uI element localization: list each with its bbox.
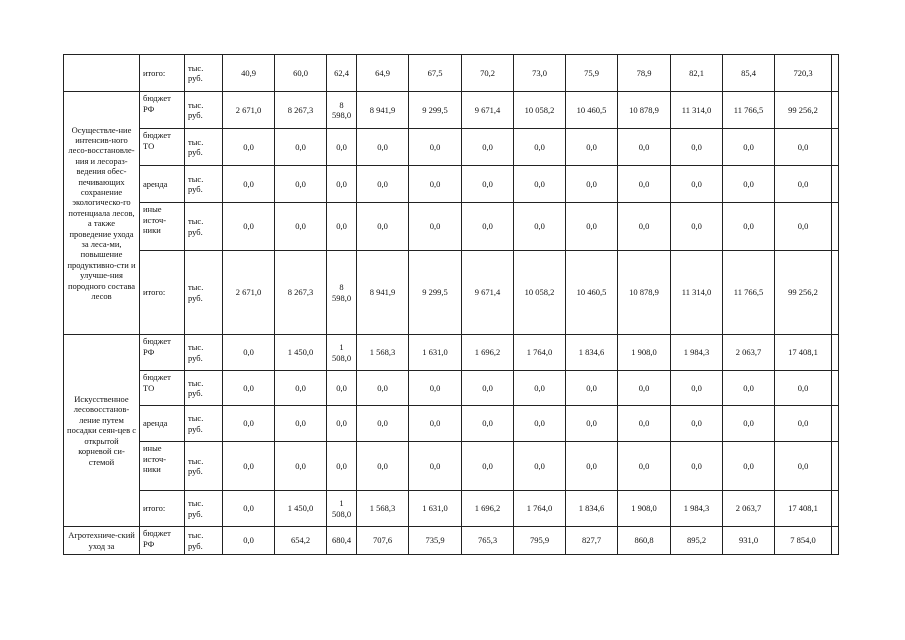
value-cell: 8 267,3 — [275, 92, 327, 129]
value-cell: 0,0 — [671, 129, 723, 166]
unit-cell: тыс. руб. — [185, 166, 223, 203]
value-cell: 0,0 — [514, 406, 566, 442]
value-cell: 67,5 — [409, 55, 462, 92]
value-cell: 11 314,0 — [671, 251, 723, 335]
value-cell: 11 314,0 — [671, 92, 723, 129]
value-cell: 0,0 — [618, 166, 671, 203]
value-cell: 9 299,5 — [409, 92, 462, 129]
value-cell: 0,0 — [223, 406, 275, 442]
unit-cell: тыс. руб. — [185, 251, 223, 335]
value-cell: 0,0 — [775, 406, 832, 442]
edge-cell — [832, 406, 839, 442]
unit-cell: тыс. руб. — [185, 55, 223, 92]
value-cell: 0,0 — [618, 371, 671, 406]
table-row — [64, 203, 839, 251]
value-cell: 0,0 — [275, 129, 327, 166]
unit-cell: тыс. руб. — [185, 335, 223, 371]
value-cell: 40,9 — [223, 55, 275, 92]
value-cell: 1 568,3 — [357, 491, 409, 527]
edge-cell — [832, 491, 839, 527]
value-cell: 10 460,5 — [566, 92, 618, 129]
value-cell: 0,0 — [357, 371, 409, 406]
value-cell: 1 696,2 — [462, 491, 514, 527]
value-cell: 9 671,4 — [462, 251, 514, 335]
value-cell: 85,4 — [723, 55, 775, 92]
value-cell: 827,7 — [566, 527, 618, 555]
value-cell: 0,0 — [409, 166, 462, 203]
value-cell: 0,0 — [462, 406, 514, 442]
value-cell: 735,9 — [409, 527, 462, 555]
value-cell: 0,0 — [223, 203, 275, 251]
edge-cell — [832, 92, 839, 129]
value-cell: 0,0 — [462, 129, 514, 166]
value-cell: 0,0 — [618, 129, 671, 166]
value-cell: 1 631,0 — [409, 335, 462, 371]
value-cell: 0,0 — [275, 442, 327, 491]
value-cell: 0,0 — [671, 406, 723, 442]
value-cell: 8 598,0 — [327, 251, 357, 335]
table-row — [64, 335, 839, 371]
value-cell: 0,0 — [723, 203, 775, 251]
value-cell: 0,0 — [618, 203, 671, 251]
value-cell: 10 460,5 — [566, 251, 618, 335]
value-cell: 0,0 — [775, 442, 832, 491]
value-cell: 0,0 — [223, 442, 275, 491]
source-cell: иные источ-ники — [140, 203, 185, 251]
value-cell: 0,0 — [775, 371, 832, 406]
value-cell: 0,0 — [327, 442, 357, 491]
value-cell: 0,0 — [357, 203, 409, 251]
value-cell: 99 256,2 — [775, 92, 832, 129]
value-cell: 0,0 — [775, 129, 832, 166]
table-row — [64, 166, 839, 203]
value-cell: 0,0 — [514, 129, 566, 166]
value-cell: 2 063,7 — [723, 491, 775, 527]
value-cell: 10 878,9 — [618, 251, 671, 335]
value-cell: 0,0 — [514, 203, 566, 251]
value-cell: 860,8 — [618, 527, 671, 555]
value-cell: 0,0 — [223, 371, 275, 406]
value-cell: 8 941,9 — [357, 251, 409, 335]
value-cell: 73,0 — [514, 55, 566, 92]
value-cell: 17 408,1 — [775, 335, 832, 371]
value-cell: 765,3 — [462, 527, 514, 555]
value-cell: 78,9 — [618, 55, 671, 92]
source-cell: аренда — [140, 166, 185, 203]
value-cell: 1 908,0 — [618, 491, 671, 527]
value-cell: 0,0 — [357, 129, 409, 166]
value-cell: 1 984,3 — [671, 335, 723, 371]
value-cell: 10 058,2 — [514, 251, 566, 335]
value-cell: 0,0 — [723, 371, 775, 406]
value-cell: 0,0 — [618, 442, 671, 491]
value-cell: 0,0 — [566, 442, 618, 491]
value-cell: 62,4 — [327, 55, 357, 92]
value-cell: 64,9 — [357, 55, 409, 92]
source-cell: иные источ-ники — [140, 442, 185, 491]
value-cell: 0,0 — [357, 406, 409, 442]
value-cell: 0,0 — [566, 371, 618, 406]
value-cell: 0,0 — [462, 442, 514, 491]
value-cell: 1 984,3 — [671, 491, 723, 527]
value-cell: 0,0 — [566, 166, 618, 203]
value-cell: 0,0 — [671, 203, 723, 251]
value-cell: 17 408,1 — [775, 491, 832, 527]
value-cell: 0,0 — [462, 203, 514, 251]
value-cell: 1 568,3 — [357, 335, 409, 371]
value-cell: 82,1 — [671, 55, 723, 92]
value-cell: 0,0 — [327, 406, 357, 442]
value-cell: 11 766,5 — [723, 92, 775, 129]
value-cell: 0,0 — [327, 371, 357, 406]
value-cell: 0,0 — [671, 371, 723, 406]
value-cell: 0,0 — [223, 527, 275, 555]
value-cell: 0,0 — [775, 166, 832, 203]
table-row — [64, 406, 839, 442]
unit-cell: тыс. руб. — [185, 406, 223, 442]
value-cell: 1 764,0 — [514, 491, 566, 527]
value-cell: 0,0 — [723, 442, 775, 491]
value-cell: 931,0 — [723, 527, 775, 555]
value-cell: 654,2 — [275, 527, 327, 555]
value-cell: 795,9 — [514, 527, 566, 555]
value-cell: 0,0 — [723, 166, 775, 203]
edge-cell — [832, 251, 839, 335]
value-cell: 0,0 — [409, 371, 462, 406]
value-cell: 680,4 — [327, 527, 357, 555]
table-row — [64, 92, 839, 129]
value-cell: 0,0 — [357, 442, 409, 491]
value-cell: 0,0 — [327, 129, 357, 166]
edge-cell — [832, 166, 839, 203]
edge-cell — [832, 371, 839, 406]
value-cell: 0,0 — [275, 406, 327, 442]
unit-cell: тыс. руб. — [185, 527, 223, 555]
activity-cell: Агротехниче-ский уход за — [64, 527, 140, 555]
activity-cell: Искусственное лесовосстанов-ление путем посадки сеян-цев с открытой корневой си-стемой — [64, 335, 140, 527]
value-cell: 1 450,0 — [275, 335, 327, 371]
value-cell: 895,2 — [671, 527, 723, 555]
value-cell: 0,0 — [723, 129, 775, 166]
value-cell: 0,0 — [618, 406, 671, 442]
table-row — [64, 491, 839, 527]
edge-cell — [832, 203, 839, 251]
value-cell: 1 450,0 — [275, 491, 327, 527]
source-cell: бюджет ТО — [140, 371, 185, 406]
value-cell: 1 696,2 — [462, 335, 514, 371]
edge-cell — [832, 55, 839, 92]
table-row — [64, 371, 839, 406]
value-cell: 0,0 — [723, 406, 775, 442]
value-cell: 1 834,6 — [566, 335, 618, 371]
value-cell: 70,2 — [462, 55, 514, 92]
value-cell: 1 764,0 — [514, 335, 566, 371]
unit-cell: тыс. руб. — [185, 371, 223, 406]
source-cell: бюджет РФ — [140, 527, 185, 555]
table-row — [64, 442, 839, 491]
value-cell: 0,0 — [671, 166, 723, 203]
edge-cell — [832, 527, 839, 555]
source-cell: аренда — [140, 406, 185, 442]
value-cell: 0,0 — [223, 166, 275, 203]
value-cell: 8 598,0 — [327, 92, 357, 129]
value-cell: 0,0 — [327, 166, 357, 203]
unit-cell: тыс. руб. — [185, 92, 223, 129]
value-cell: 8 941,9 — [357, 92, 409, 129]
value-cell: 99 256,2 — [775, 251, 832, 335]
unit-cell: тыс. руб. — [185, 203, 223, 251]
value-cell: 0,0 — [566, 203, 618, 251]
value-cell: 0,0 — [409, 442, 462, 491]
value-cell: 0,0 — [462, 166, 514, 203]
value-cell: 0,0 — [223, 335, 275, 371]
value-cell: 1 631,0 — [409, 491, 462, 527]
value-cell: 0,0 — [275, 203, 327, 251]
value-cell: 0,0 — [327, 203, 357, 251]
value-cell: 60,0 — [275, 55, 327, 92]
value-cell: 0,0 — [223, 491, 275, 527]
value-cell: 0,0 — [462, 371, 514, 406]
value-cell: 0,0 — [514, 371, 566, 406]
value-cell: 2 671,0 — [223, 251, 275, 335]
value-cell: 0,0 — [275, 371, 327, 406]
value-cell: 0,0 — [223, 129, 275, 166]
value-cell: 0,0 — [275, 166, 327, 203]
edge-cell — [832, 442, 839, 491]
edge-cell — [832, 335, 839, 371]
value-cell: 707,6 — [357, 527, 409, 555]
value-cell: 0,0 — [409, 203, 462, 251]
table-row — [64, 55, 839, 92]
value-cell: 0,0 — [357, 166, 409, 203]
value-cell: 0,0 — [514, 442, 566, 491]
value-cell: 9 299,5 — [409, 251, 462, 335]
value-cell: 0,0 — [409, 129, 462, 166]
source-cell: итого: — [140, 55, 185, 92]
value-cell: 8 267,3 — [275, 251, 327, 335]
table-body — [64, 55, 839, 555]
value-cell: 11 766,5 — [723, 251, 775, 335]
value-cell: 7 854,0 — [775, 527, 832, 555]
table-row — [64, 129, 839, 166]
value-cell: 2 671,0 — [223, 92, 275, 129]
activity-cell — [64, 55, 140, 92]
source-cell: итого: — [140, 491, 185, 527]
source-cell: бюджет РФ — [140, 335, 185, 371]
value-cell: 0,0 — [409, 406, 462, 442]
value-cell: 0,0 — [566, 129, 618, 166]
value-cell: 0,0 — [775, 203, 832, 251]
budget-table — [63, 54, 839, 555]
value-cell: 2 063,7 — [723, 335, 775, 371]
unit-cell: тыс. руб. — [185, 491, 223, 527]
value-cell: 0,0 — [514, 166, 566, 203]
value-cell: 0,0 — [671, 442, 723, 491]
value-cell: 9 671,4 — [462, 92, 514, 129]
source-cell: бюджет РФ — [140, 92, 185, 129]
value-cell: 0,0 — [566, 406, 618, 442]
value-cell: 75,9 — [566, 55, 618, 92]
activity-cell: Осуществле-ние интенсив-ного лесо-восстановле-ния и лесораз-ведения обес-печивающих сохранение экологическо-го потенциала лесов, а также проведение ухода за леса-ми, повышение продуктивно-сти и улучше-ния породного состава лесов — [64, 92, 140, 335]
unit-cell: тыс. руб. — [185, 129, 223, 166]
table-row — [64, 527, 839, 555]
value-cell: 1 508,0 — [327, 491, 357, 527]
unit-cell: тыс. руб. — [185, 442, 223, 491]
value-cell: 1 508,0 — [327, 335, 357, 371]
source-cell: бюджет ТО — [140, 129, 185, 166]
edge-cell — [832, 129, 839, 166]
value-cell: 1 834,6 — [566, 491, 618, 527]
value-cell: 10 878,9 — [618, 92, 671, 129]
value-cell: 10 058,2 — [514, 92, 566, 129]
value-cell: 1 908,0 — [618, 335, 671, 371]
source-cell: итого: — [140, 251, 185, 335]
value-cell: 720,3 — [775, 55, 832, 92]
table-row — [64, 251, 839, 335]
